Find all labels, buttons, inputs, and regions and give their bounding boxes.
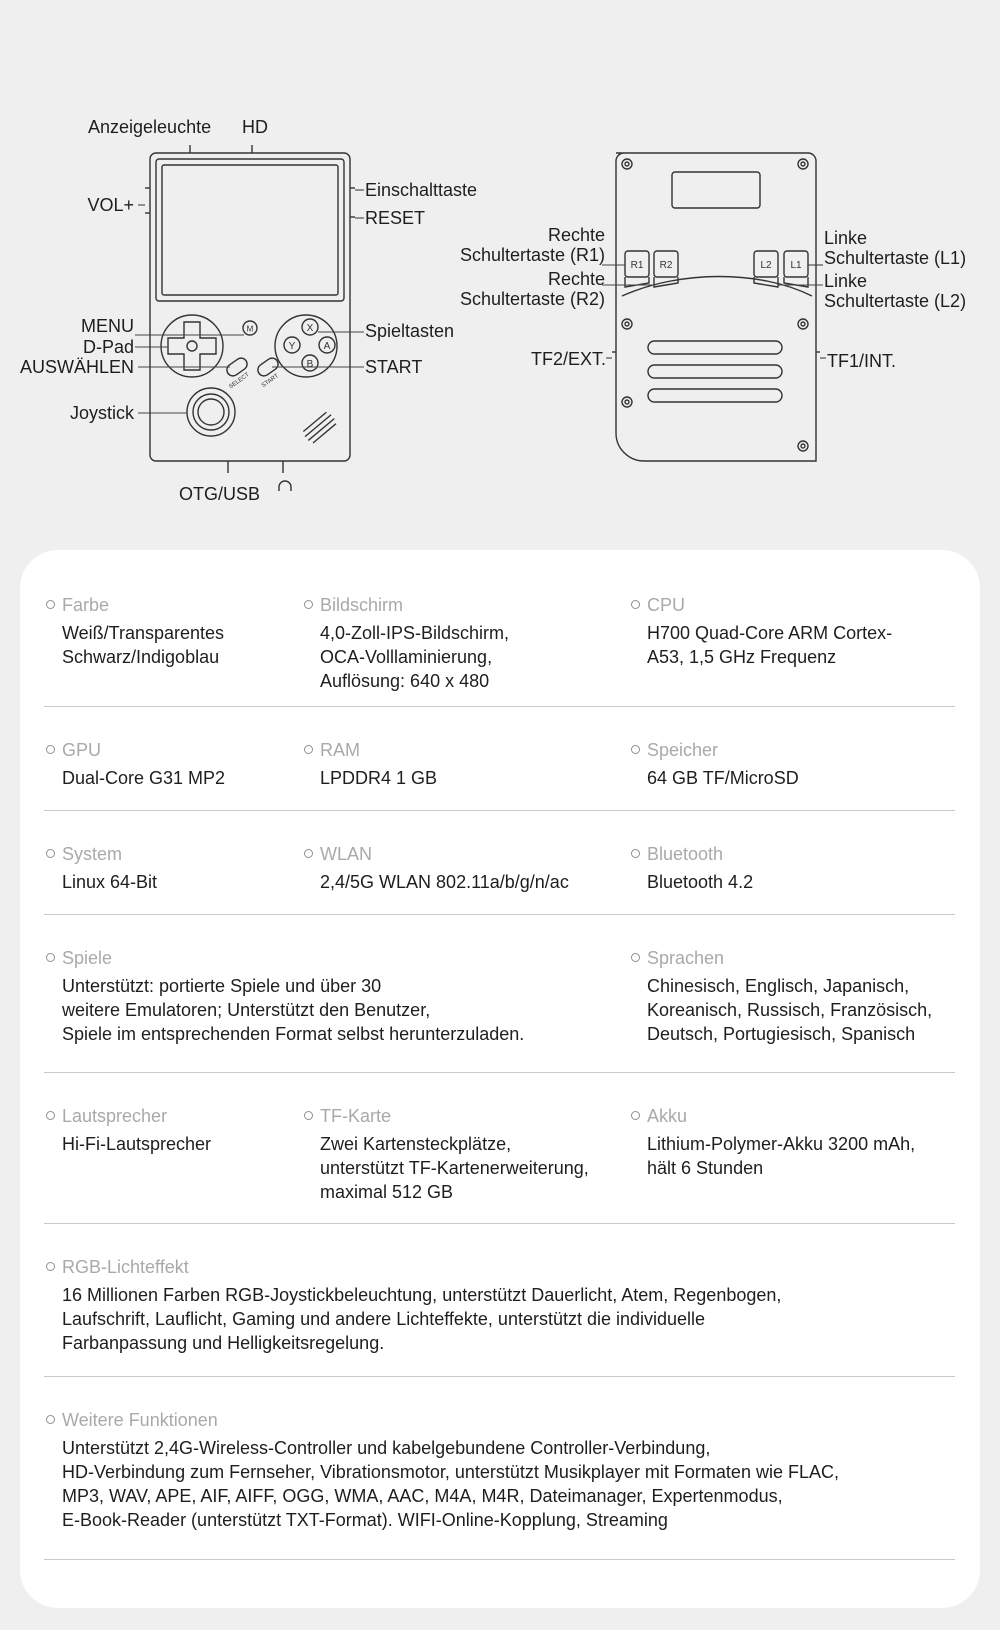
- label-vol-plus: VOL+: [87, 195, 134, 215]
- spec-sprachen: [629, 947, 932, 1046]
- spec-bluetooth: [629, 843, 753, 894]
- l2-print: L2: [760, 260, 772, 271]
- a-print: A: [323, 341, 331, 352]
- back-view: [612, 153, 820, 461]
- spec-value: Zwei Kartensteckplätze, unterstützt TF-Kartenerweiterung, maximal 512 GB: [320, 1134, 589, 1202]
- spec-title: System: [44, 843, 157, 865]
- y-print: Y: [288, 341, 296, 352]
- device-diagram: [0, 0, 1000, 540]
- spec-tfkarte: [302, 1105, 589, 1204]
- back-body: [616, 153, 816, 461]
- spec-value: Dual-Core G31 MP2: [62, 768, 226, 788]
- spec-value: Lithium-Polymer-Akku 3200 mAh, hält 6 Stunden: [647, 1134, 916, 1178]
- spec-title: GPU: [44, 739, 225, 761]
- spec-gpu: [44, 739, 225, 790]
- label-indicator-light: Anzeigeleuchte: [88, 117, 212, 137]
- front-screen: [162, 165, 338, 295]
- spec-title: Sprachen: [629, 947, 932, 969]
- spec-spiele: [44, 947, 524, 1046]
- menu-print: M: [246, 324, 254, 334]
- spec-value: LPDDR4 1 GB: [320, 768, 438, 788]
- spec-farbe: [44, 594, 224, 669]
- label-select: AUSWÄHLEN: [19, 357, 134, 377]
- label-joystick: Joystick: [69, 403, 134, 423]
- spec-value: Hi-Fi-Lautsprecher: [62, 1134, 212, 1154]
- label-dpad: D-Pad: [82, 337, 134, 357]
- back-label-window: [672, 172, 760, 208]
- spec-value: 64 GB TF/MicroSD: [647, 768, 799, 788]
- r2-print: R2: [659, 260, 673, 271]
- divider: [44, 1376, 955, 1377]
- spec-system: [44, 843, 157, 894]
- spec-weitere: [44, 1409, 839, 1532]
- label-otg-usb: OTG/USB: [179, 484, 261, 504]
- spec-card: [20, 550, 980, 1608]
- spec-value: 16 Millionen Farben RGB-Joystickbeleuchtung, unterstützt Dauerlicht, Atem, Regenbogen, Laufschrift, Lauflicht, Gaming und andere Lichteffekte, unterstützt die individuelle Farbanpassung und Helligkeitsregelung.: [62, 1285, 782, 1353]
- spec-value: Unterstützt: portierte Spiele und über 30 weitere Emulatoren; Unterstützt den Benutzer, Spiele im entsprechenden Format selbst herunterzuladen.: [62, 976, 525, 1044]
- x-print: X: [306, 323, 314, 334]
- spec-bildschirm: [302, 594, 509, 693]
- start-print: START: [260, 373, 280, 390]
- spec-title: Farbe: [44, 594, 224, 616]
- front-screen-bezel: [156, 159, 344, 301]
- spec-title: WLAN: [302, 843, 569, 865]
- dpad-ring: [161, 315, 223, 377]
- label-game-buttons: Spieltasten: [365, 321, 455, 341]
- speaker-grille: [302, 411, 338, 444]
- front-view: [145, 145, 355, 473]
- headphone-icon: [279, 481, 291, 491]
- spec-value: 2,4/5G WLAN 802.11a/b/g/n/ac: [320, 872, 569, 892]
- spec-title: TF-Karte: [302, 1105, 589, 1127]
- spec-value: Chinesisch, Englisch, Japanisch, Koreanisch, Russisch, Französisch, Deutsch, Portugiesisch, Spanisch: [647, 976, 933, 1044]
- label-l1-line2: Schultertaste (L1): [824, 248, 967, 268]
- label-reset: RESET: [365, 208, 426, 228]
- spec-value: Linux 64-Bit: [62, 872, 158, 892]
- spec-title: Bluetooth: [629, 843, 753, 865]
- spec-title: Speicher: [629, 739, 799, 761]
- label-start: START: [365, 357, 423, 377]
- spec-title: CPU: [629, 594, 892, 616]
- spec-value: Unterstützt 2,4G-Wireless-Controller und kabelgebundene Controller-Verbindung, HD-Verbindung zum Fernseher, Vibrationsmotor, unterstützt Musikplayer mit Formaten wie FLAC, MP3, WAV, APE, AIF, AIFF, OGG, WMA, AAC, M4A, M4R, Dateimanager, Expertenmodus, E-Book-Reader (unterstützt TXT-Format). WIFI-Online-Kopplung, Streaming: [62, 1438, 839, 1530]
- label-hd: HD: [242, 117, 268, 137]
- b-print: B: [306, 359, 314, 370]
- spec-title: Lautsprecher: [44, 1105, 211, 1127]
- spec-title: Akku: [629, 1105, 915, 1127]
- l1-print: L1: [790, 260, 802, 271]
- joystick: [187, 388, 235, 436]
- label-l2-line1: Linke: [824, 271, 868, 291]
- label-r1-line1: Rechte: [547, 225, 605, 245]
- label-l1-line1: Linke: [824, 228, 868, 248]
- divider: [44, 1559, 955, 1560]
- spec-title: Bildschirm: [302, 594, 509, 616]
- label-r2-line2: Schultertaste (R2): [459, 289, 605, 309]
- label-l2-line2: Schultertaste (L2): [824, 291, 967, 311]
- divider: [44, 914, 955, 915]
- spec-value: 4,0-Zoll-IPS-Bildschirm, OCA-Volllaminierung, Auflösung: 640 x 480: [320, 623, 510, 691]
- spec-wlan: [302, 843, 569, 894]
- spec-title: RAM: [302, 739, 437, 761]
- divider: [44, 1223, 955, 1224]
- spec-value: Weiß/Transparentes Schwarz/Indigoblau: [62, 623, 225, 667]
- label-menu: MENU: [81, 316, 134, 336]
- label-r1-line2: Schultertaste (R1): [459, 245, 605, 265]
- r1-print: R1: [630, 260, 644, 271]
- spec-cpu: [629, 594, 892, 669]
- select-print: SELECT: [228, 372, 251, 391]
- spec-speicher: [629, 739, 799, 790]
- label-tf2: TF2/EXT.: [530, 349, 606, 369]
- spec-title: Weitere Funktionen: [44, 1409, 839, 1431]
- label-r2-line1: Rechte: [547, 269, 605, 289]
- spec-lautsprecher: [44, 1105, 211, 1156]
- spec-value: Bluetooth 4.2: [647, 872, 754, 892]
- spec-akku: [629, 1105, 915, 1180]
- spec-rgb: [44, 1256, 781, 1355]
- dpad-icon: [168, 322, 216, 370]
- divider: [44, 810, 955, 811]
- label-tf1: TF1/INT.: [827, 351, 897, 371]
- label-power-button: Einschalttaste: [365, 180, 478, 200]
- spec-ram: [302, 739, 437, 790]
- spec-title: Spiele: [44, 947, 524, 969]
- divider: [44, 706, 955, 707]
- spec-title: RGB-Lichteffekt: [44, 1256, 781, 1278]
- divider: [44, 1072, 955, 1073]
- spec-value: H700 Quad-Core ARM Cortex- A53, 1,5 GHz Frequenz: [647, 623, 893, 667]
- front-body: [150, 153, 350, 461]
